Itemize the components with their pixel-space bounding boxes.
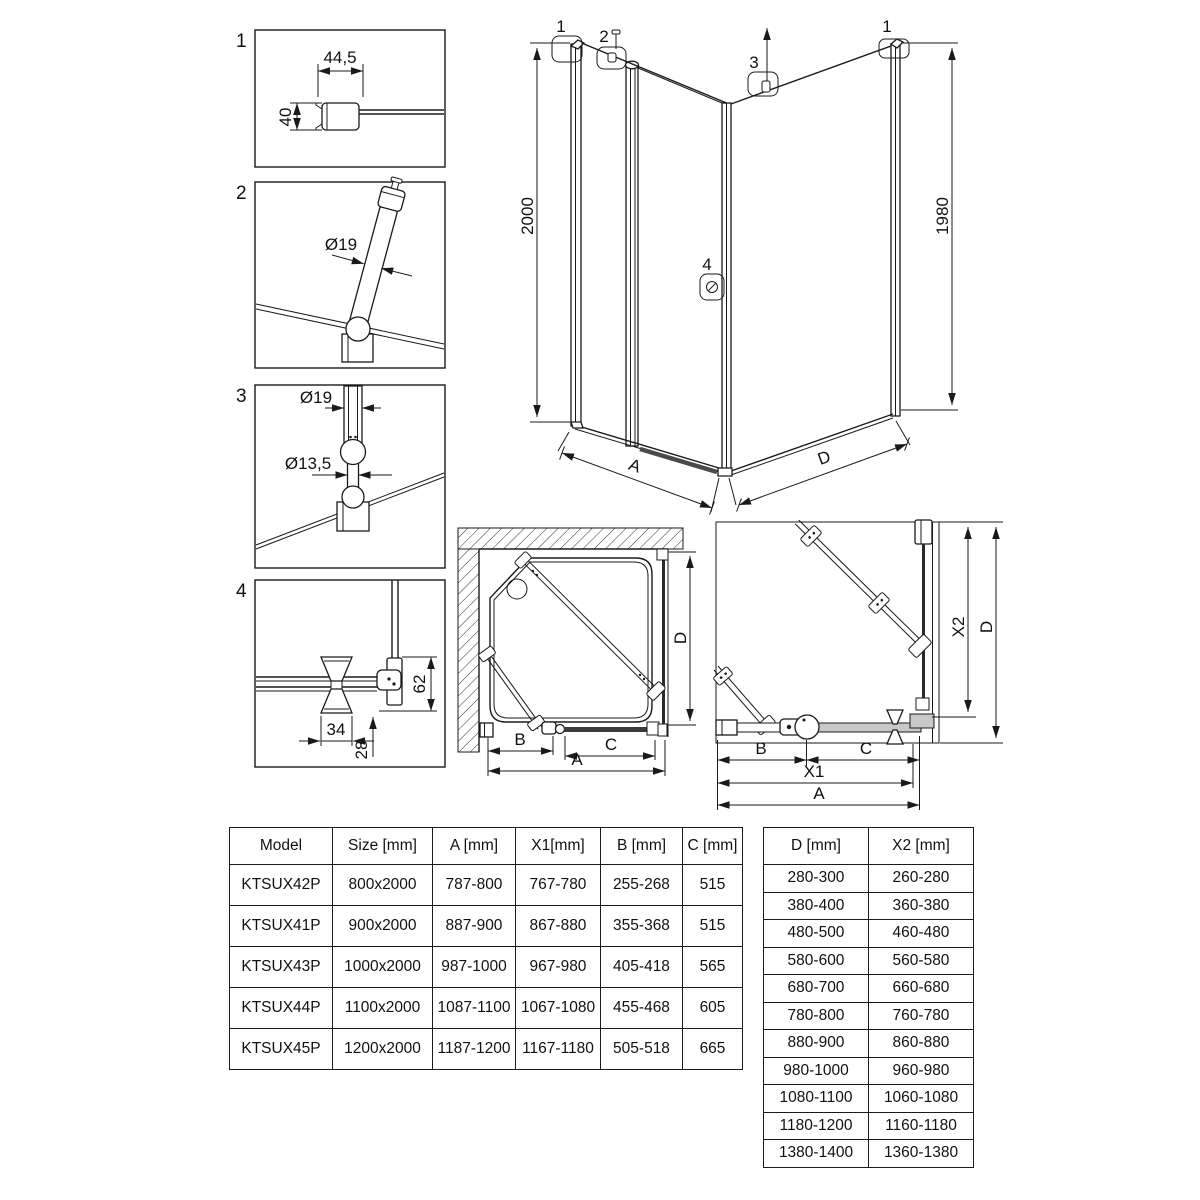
cell-size: 1200x2000 [333, 1029, 433, 1070]
cell-d: 280-300 [764, 865, 869, 893]
table-row [230, 865, 743, 906]
cell-d: 1380-1400 [764, 1140, 869, 1168]
wall-profile [716, 720, 737, 735]
table-row [764, 1057, 974, 1085]
cell-x1: 1167-1180 [516, 1029, 601, 1070]
support-rod-long [514, 551, 666, 701]
table-row [764, 892, 974, 920]
cell-d: 880-900 [764, 1030, 869, 1058]
table-row [764, 1140, 974, 1168]
table-row [230, 947, 743, 988]
detail-3-number: 3 [236, 386, 247, 407]
table-row [764, 1002, 974, 1030]
cell-a: 787-800 [433, 865, 516, 906]
elevation-view [518, 17, 958, 515]
cell-d: 980-1000 [764, 1057, 869, 1085]
cell-d: 1180-1200 [764, 1112, 869, 1140]
callout-4-label: 4 [702, 255, 712, 274]
cell-size: 800x2000 [333, 865, 433, 906]
table-row [764, 1112, 974, 1140]
support-rod-long [795, 520, 932, 658]
cell-model: KTSUX44P [230, 988, 333, 1029]
table-row [764, 865, 974, 893]
cell-d: 1080-1100 [764, 1085, 869, 1113]
col-header-x1: X1[mm] [516, 828, 601, 865]
cell-model: KTSUX45P [230, 1029, 333, 1070]
dim-label-dia19-d3: Ø19 [299, 388, 333, 407]
door-knob [321, 657, 352, 713]
dim-label-40: 40 [276, 107, 295, 127]
wall-hatch-left [458, 549, 479, 752]
cell-size: 1100x2000 [333, 988, 433, 1029]
cell-x2: 260-280 [869, 865, 974, 893]
detail-2-support-bar [236, 175, 445, 368]
cell-size: 1000x2000 [333, 947, 433, 988]
cell-d: 480-500 [764, 920, 869, 948]
dim-label-44-5: 44,5 [323, 48, 357, 67]
cell-x1: 867-880 [516, 906, 601, 947]
dim-label-62: 62 [410, 674, 429, 694]
cell-c: 515 [683, 906, 743, 947]
cell-x1: 967-980 [516, 947, 601, 988]
cell-d: 380-400 [764, 892, 869, 920]
table-row [764, 920, 974, 948]
detail-2-number: 2 [236, 183, 247, 204]
dim-label-planR-X2: X2 [949, 616, 968, 638]
cell-d: 780-800 [764, 1002, 869, 1030]
cell-size: 900x2000 [333, 906, 433, 947]
cell-model: KTSUX42P [230, 865, 333, 906]
dim-label-planR-C: C [859, 739, 873, 758]
detail-4-number: 4 [236, 581, 247, 602]
cell-x2: 960-980 [869, 1057, 974, 1085]
table-row [230, 1029, 743, 1070]
table-row [230, 906, 743, 947]
cell-x2: 1060-1080 [869, 1085, 974, 1113]
col-header-b: B [mm] [601, 828, 683, 865]
detail-1-wall-profile [236, 30, 445, 167]
col-header-d: D [mm] [764, 828, 869, 865]
col-header-a: A [mm] [433, 828, 516, 865]
cell-x2: 760-780 [869, 1002, 974, 1030]
detail-1-number: 1 [236, 31, 247, 52]
dim-label-planL-C: C [604, 735, 618, 754]
cell-x2: 560-580 [869, 947, 974, 975]
cell-x2: 1160-1180 [869, 1112, 974, 1140]
cell-d: 580-600 [764, 947, 869, 975]
dim-label-28: 28 [352, 740, 371, 760]
table-row [230, 988, 743, 1029]
cell-a: 1187-1200 [433, 1029, 516, 1070]
dim-label-dia13-5: Ø13,5 [284, 454, 332, 473]
detail-4-knob-corner [236, 580, 445, 767]
col-header-model: Model [230, 828, 333, 865]
wall-profile [480, 723, 493, 737]
dim-label-elev-A: A [626, 454, 644, 477]
dim-label-planR-D: D [977, 620, 996, 634]
cell-b: 455-468 [601, 988, 683, 1029]
table-row [764, 1030, 974, 1058]
table-row [764, 975, 974, 1003]
table-header-row [764, 828, 974, 865]
cell-x2: 660-680 [869, 975, 974, 1003]
dim-label-dia19-d2: Ø19 [324, 235, 358, 254]
cell-model: KTSUX41P [230, 906, 333, 947]
detail-3-rod-joint [236, 385, 445, 568]
dim-label-planL-A: A [571, 750, 583, 769]
dim-label-planR-B: B [755, 739, 767, 758]
col-header-c: C [mm] [683, 828, 743, 865]
cell-model: KTSUX43P [230, 947, 333, 988]
dim-label-planL-D: D [671, 631, 690, 645]
cell-c: 515 [683, 865, 743, 906]
cell-c: 665 [683, 1029, 743, 1070]
dim-label-1980: 1980 [933, 197, 952, 235]
cell-a: 1087-1100 [433, 988, 516, 1029]
cell-b: 405-418 [601, 947, 683, 988]
cell-a: 987-1000 [433, 947, 516, 988]
table-row [764, 947, 974, 975]
hinge-pivot [795, 715, 819, 739]
cell-x2: 460-480 [869, 920, 974, 948]
table-header-row [230, 828, 743, 865]
cell-a: 887-900 [433, 906, 516, 947]
cell-b: 355-368 [601, 906, 683, 947]
wall-hatch-top [458, 528, 683, 549]
plan-view-right [713, 520, 1003, 810]
cell-x1: 767-780 [516, 865, 601, 906]
cell-b: 505-518 [601, 1029, 683, 1070]
col-header-x2: X2 [mm] [869, 828, 974, 865]
callout-1-left-label: 1 [556, 17, 566, 36]
cell-x1: 1067-1080 [516, 988, 601, 1029]
dim-label-elev-D: D [815, 446, 834, 469]
door-glass [564, 727, 647, 732]
hinge [542, 722, 556, 734]
table-row [764, 1085, 974, 1113]
callout-2-label: 2 [599, 27, 609, 46]
cell-b: 255-268 [601, 865, 683, 906]
drain-icon [507, 579, 527, 599]
cell-x2: 860-880 [869, 1030, 974, 1058]
dim-label-2000: 2000 [518, 197, 537, 235]
col-header-size: Size [mm] [333, 828, 433, 865]
dim-label-planL-B: B [514, 730, 526, 749]
plan-view-left [458, 528, 696, 776]
callout-1-right-label: 1 [882, 17, 892, 36]
cell-x2: 360-380 [869, 892, 974, 920]
cell-c: 605 [683, 988, 743, 1029]
dim-label-34: 34 [326, 720, 346, 739]
d-x2-ranges-table [763, 827, 974, 1168]
cell-c: 565 [683, 947, 743, 988]
cell-d: 680-700 [764, 975, 869, 1003]
cell-x2: 1360-1380 [869, 1140, 974, 1168]
dim-label-planR-A: A [813, 784, 825, 803]
callout-3-label: 3 [749, 53, 759, 72]
models-dimensions-table [229, 827, 743, 1070]
dim-label-planR-X1: X1 [803, 762, 825, 781]
